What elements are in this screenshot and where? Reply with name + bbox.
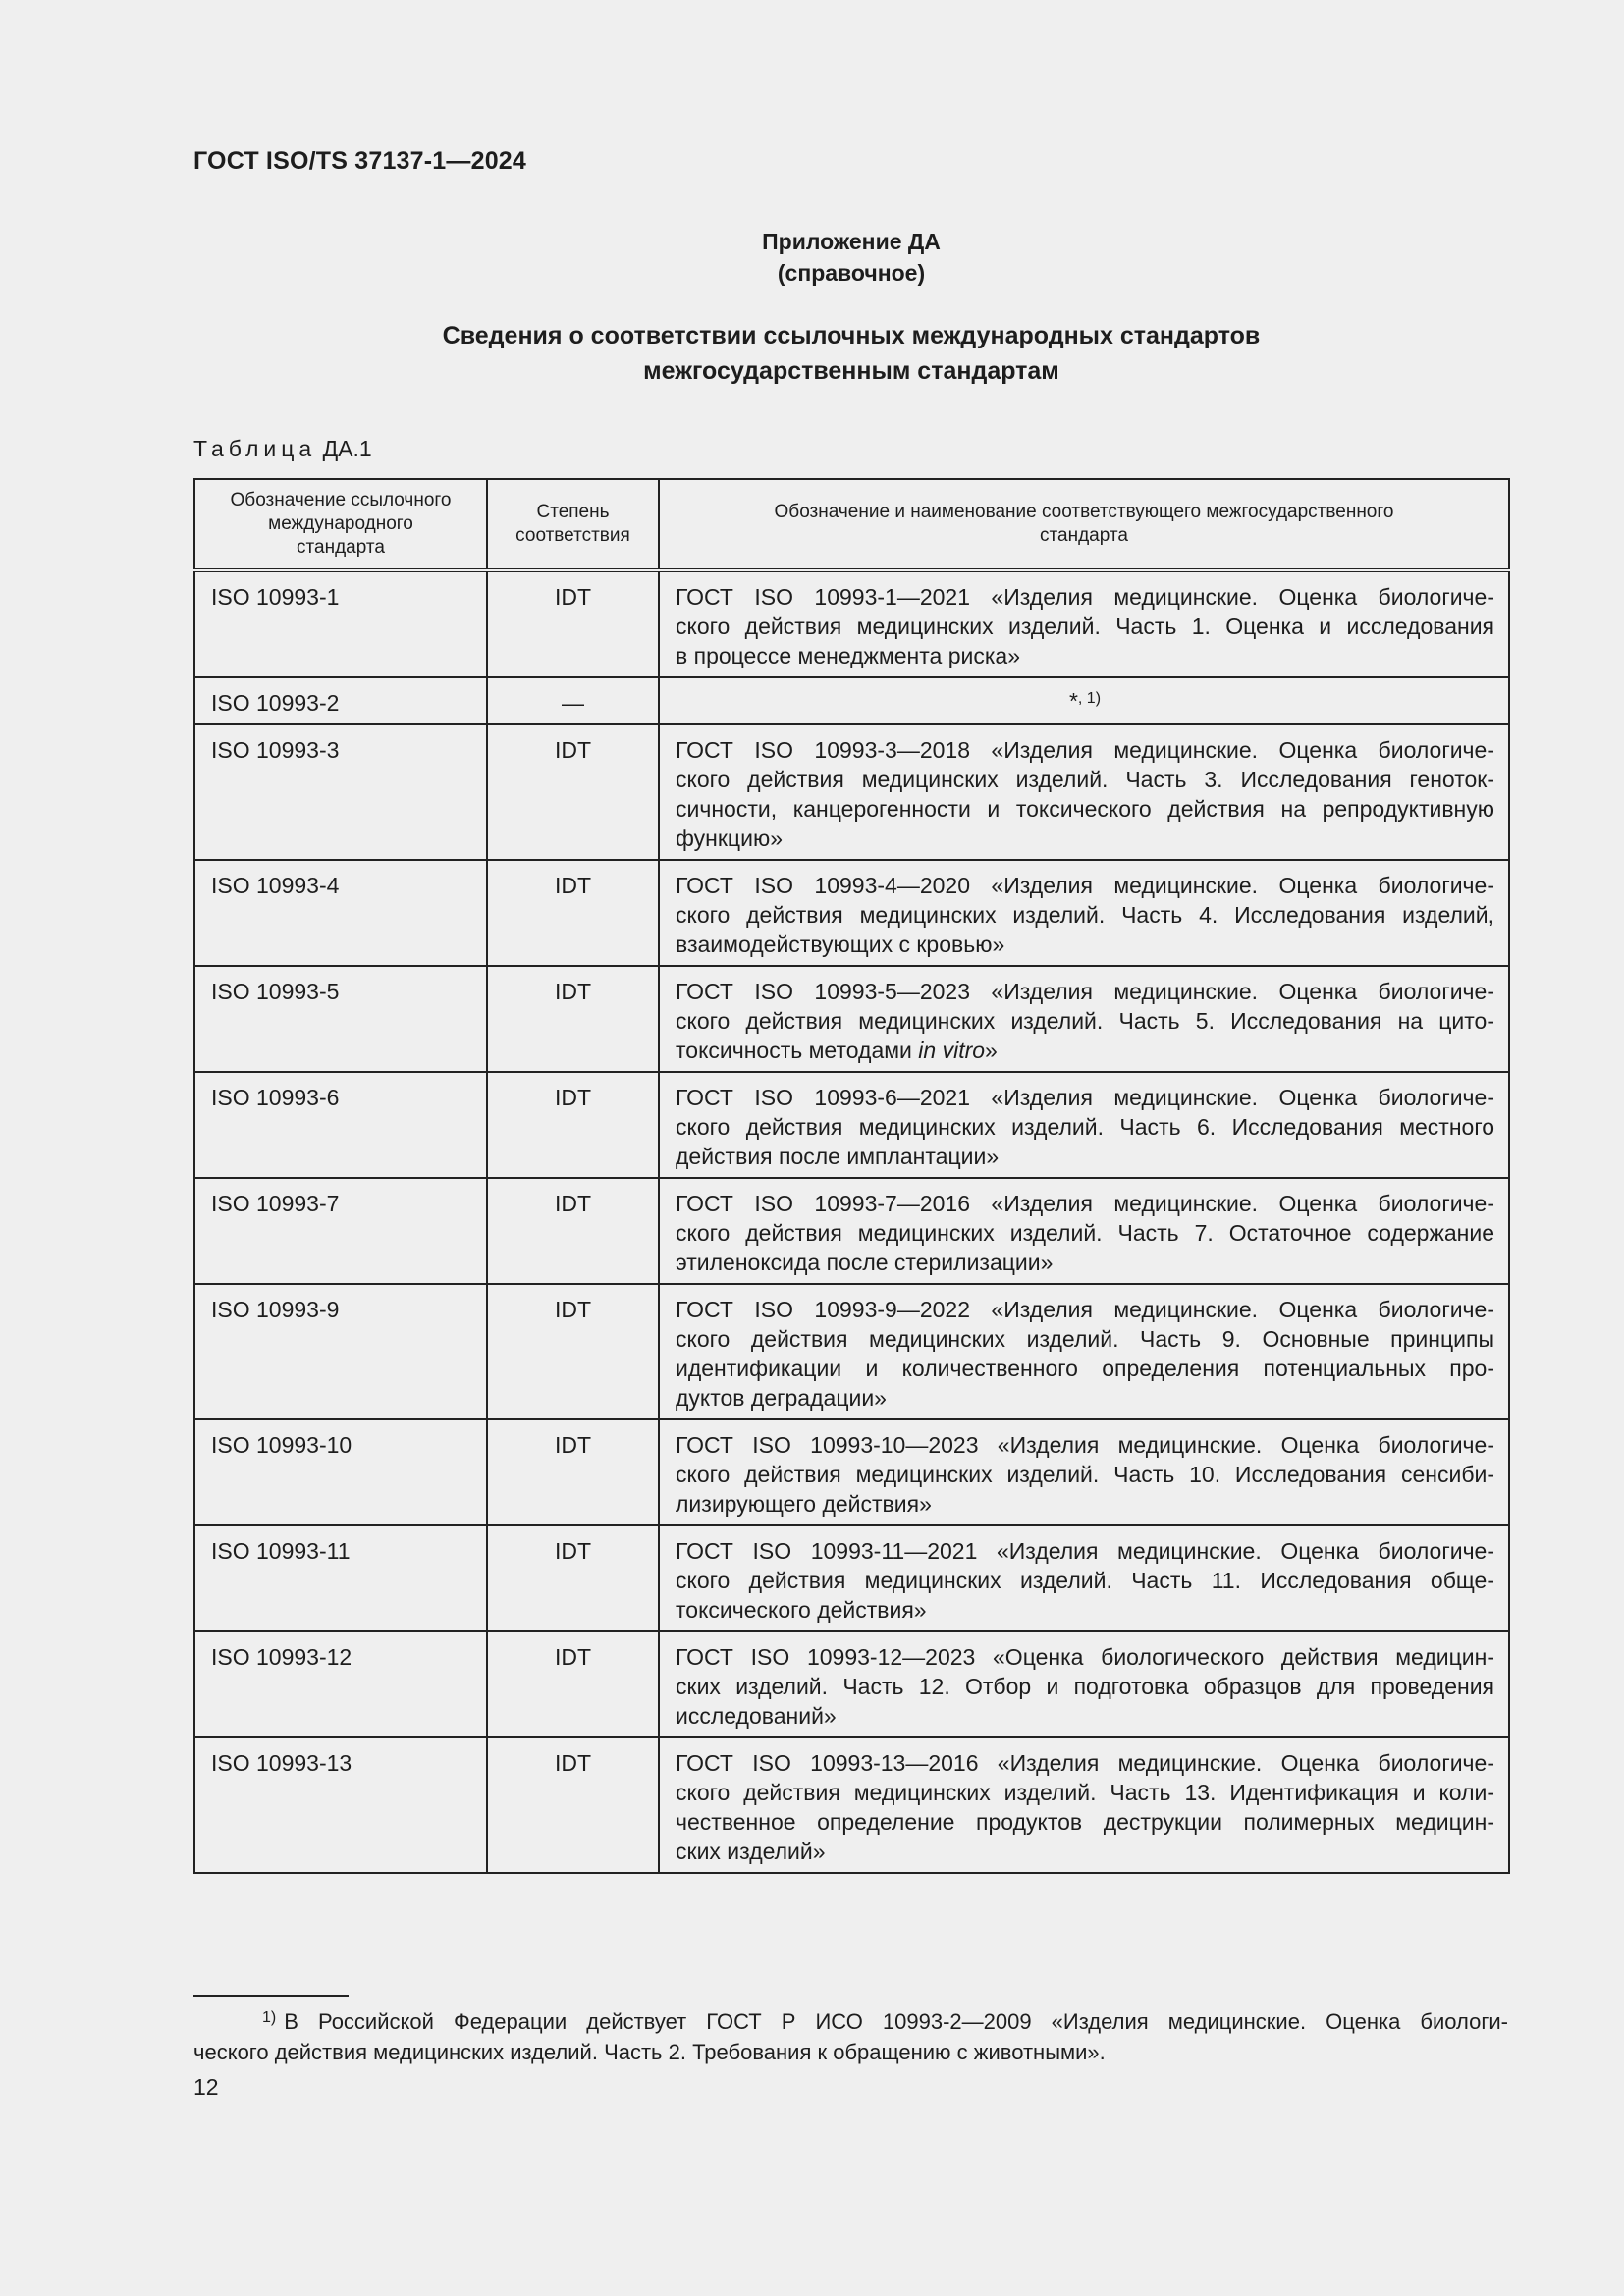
standard-cell: ГОСТ ISO 10993-4—2020 «Изделия медицинские. Оценка биологиче- ского действия медицинских изделий. Часть 4. Исследования изделий, взаимодействующих с кровью» <box>659 860 1509 966</box>
degree-cell: IDT <box>487 1284 659 1419</box>
reference-cell: ISO 10993-7 <box>194 1178 487 1284</box>
section-heading <box>0 318 1624 389</box>
reference-cell: ISO 10993-1 <box>194 570 487 677</box>
degree-cell: — <box>487 677 659 724</box>
section-title-line-1: Сведения о соответствии ссылочных международных стандартов <box>442 322 1261 349</box>
table-row <box>194 1072 1509 1178</box>
reference-cell: ISO 10993-10 <box>194 1419 487 1525</box>
degree-cell: IDT <box>487 1178 659 1284</box>
appendix-heading <box>0 226 1624 289</box>
reference-cell: ISO 10993-12 <box>194 1631 487 1737</box>
standard-cell: ГОСТ ISO 10993-12—2023 «Оценка биологического действия медицин- ских изделий. Часть 12. Отбор и подготовка образцов для проведения исследований» <box>659 1631 1509 1737</box>
table-caption <box>193 436 372 462</box>
reference-cell: ISO 10993-3 <box>194 724 487 860</box>
degree-cell: IDT <box>487 1419 659 1525</box>
header-interstate-standard: Обозначение и наименование соответствующего межгосударственного стандарта <box>659 479 1509 570</box>
degree-cell: IDT <box>487 1072 659 1178</box>
footnote-divider <box>193 1995 349 1997</box>
standard-cell <box>659 677 1509 724</box>
footnote-reference: , 1) <box>1077 690 1102 707</box>
table-row <box>194 1419 1509 1525</box>
table-caption-number: ДА.1 <box>322 436 372 461</box>
reference-cell: ISO 10993-4 <box>194 860 487 966</box>
table-row <box>194 570 1509 677</box>
degree-cell: IDT <box>487 966 659 1072</box>
standard-cell: ГОСТ ISO 10993-10—2023 «Изделия медицинские. Оценка биологиче- ского действия медицинских изделий. Часть 10. Исследования сенсиби- лизирующего действия» <box>659 1419 1509 1525</box>
footnote <box>193 2002 1508 2067</box>
standard-cell: ГОСТ ISO 10993-9—2022 «Изделия медицинские. Оценка биологиче- ского действия медицинских изделий. Часть 9. Основные принципы идентификации и количественного определения потенциальных про- дуктов деградации» <box>659 1284 1509 1419</box>
table-row <box>194 1525 1509 1631</box>
degree-cell: IDT <box>487 1525 659 1631</box>
table-row <box>194 1178 1509 1284</box>
footnote-mark: 1) <box>262 2009 277 2026</box>
header-degree: Степень соответствия <box>487 479 659 570</box>
appendix-subtitle: (справочное) <box>777 260 926 286</box>
degree-cell: IDT <box>487 1631 659 1737</box>
appendix-title: Приложение ДА <box>762 229 941 254</box>
footnote-text-line-1: В Российской Федерации действует ГОСТ Р ИСО 10993-2—2009 «Изделия медицинские. Оценка биологи- <box>284 2009 1508 2034</box>
degree-cell: IDT <box>487 570 659 677</box>
reference-cell: ISO 10993-9 <box>194 1284 487 1419</box>
standard-cell: ГОСТ ISO 10993-6—2021 «Изделия медицинские. Оценка биологиче- ского действия медицинских изделий. Часть 6. Исследования местного действия после имплантации» <box>659 1072 1509 1178</box>
document-code: ГОСТ ISO/TS 37137-1—2024 <box>193 147 527 175</box>
standard-cell: ГОСТ ISO 10993-1—2021 «Изделия медицинские. Оценка биологиче- ского действия медицинских изделий. Часть 1. Оценка и исследования в процессе менеджмента риска» <box>659 570 1509 677</box>
degree-cell: IDT <box>487 1737 659 1873</box>
degree-cell: IDT <box>487 860 659 966</box>
degree-cell: IDT <box>487 724 659 860</box>
page-number: 12 <box>193 2074 219 2100</box>
footnote-text-line-2: ческого действия медицинских изделий. Часть 2. Требования к обращению с животными». <box>193 2040 1106 2064</box>
italic-term: in vitro <box>918 1038 986 1063</box>
no-standard-mark: * <box>1068 688 1078 714</box>
table-caption-label: Таблица <box>193 436 317 461</box>
table-row <box>194 677 1509 724</box>
reference-cell: ISO 10993-6 <box>194 1072 487 1178</box>
header-reference-standard: Обозначение ссылочного международного стандарта <box>194 479 487 570</box>
reference-cell: ISO 10993-11 <box>194 1525 487 1631</box>
table-row <box>194 724 1509 860</box>
table-row <box>194 1737 1509 1873</box>
table-row <box>194 1284 1509 1419</box>
reference-cell: ISO 10993-2 <box>194 677 487 724</box>
table-header-row <box>194 479 1509 570</box>
section-title-line-2: межгосударственным стандартам <box>643 357 1059 385</box>
standard-cell: ГОСТ ISO 10993-11—2021 «Изделия медицинские. Оценка биологиче- ского действия медицинских изделий. Часть 11. Исследования обще- токсического действия» <box>659 1525 1509 1631</box>
table-row <box>194 860 1509 966</box>
standard-cell: ГОСТ ISO 10993-7—2016 «Изделия медицинские. Оценка биологиче- ского действия медицинских изделий. Часть 7. Остаточное содержание этиленоксида после стерилизации» <box>659 1178 1509 1284</box>
standard-cell: ГОСТ ISO 10993-13—2016 «Изделия медицинские. Оценка биологиче- ского действия медицинских изделий. Часть 13. Идентификация и коли- чественное определение продуктов деструкции полимерных медицин- ских изделий» <box>659 1737 1509 1873</box>
table-row <box>194 966 1509 1072</box>
reference-cell: ISO 10993-5 <box>194 966 487 1072</box>
standard-cell: ГОСТ ISO 10993-5—2023 «Изделия медицинские. Оценка биологиче- ского действия медицинских изделий. Часть 5. Исследования на цито- токсичность методами in vitro» <box>659 966 1509 1072</box>
correspondence-table <box>193 478 1510 1874</box>
standard-cell: ГОСТ ISO 10993-3—2018 «Изделия медицинские. Оценка биологиче- ского действия медицинских изделий. Часть 3. Исследования геноток- сичности, канцерогенности и токсического действия на репродуктивную функцию» <box>659 724 1509 860</box>
reference-cell: ISO 10993-13 <box>194 1737 487 1873</box>
table-row <box>194 1631 1509 1737</box>
